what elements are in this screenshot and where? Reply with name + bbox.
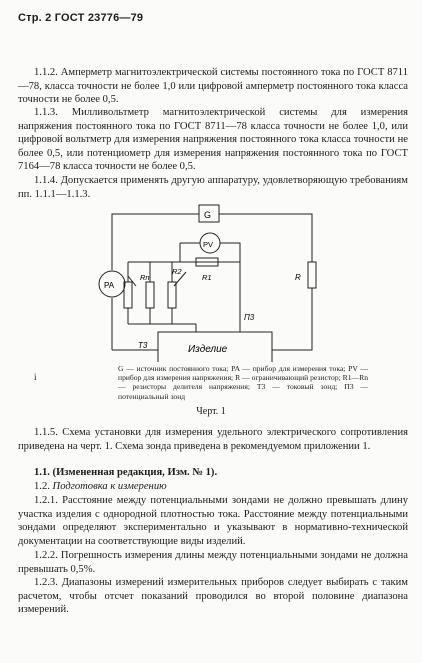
circuit-diagram bbox=[0, 202, 422, 362]
paragraph-1-1-4: 1.1.4. Допускается применять другую аппаратуру, удовлетворяющую требованиям пп. 1.1.1—1.1.3. bbox=[18, 175, 408, 200]
section-1-2-heading bbox=[18, 480, 408, 494]
paragraph-1-1-amendment: 1.1. (Измененная редакция, Изм. № 1). bbox=[34, 467, 218, 478]
section-1-2-title: Подготовка к измерению bbox=[52, 481, 167, 492]
paragraph-1-1-3: 1.1.3. Милливольтметр магнитоэлектрической системы для измерения напряжения постоянного тока по ГОСТ 8711—78 класса точности не более 1,0, или цифровой вольтметр для измерения напряжения постоянного тока класса точности не более 0,5, или потенциометр для измерения напряжения постоянного тока по ГОСТ 7164—78 класса точности не более 0,5. bbox=[18, 107, 408, 173]
label-pa: PA bbox=[104, 281, 115, 290]
paragraph-1-2-1: 1.2.1. Расстояние между потенциальными зондами не должно превышать длину участка изделия с однородной плотностью тока. Расстояние между потенциальными зондами определяют экспериментально и указывают в нормативно-технической документации на соответствующие виды изделий. bbox=[18, 495, 408, 547]
label-r: R bbox=[295, 273, 301, 282]
paragraph-1-2-3: 1.2.3. Диапазоны измерений измерительных приборов следует выбирать с таким расчетом, чтобы отсчет показаний проводился во второй половине диапазона измерений. bbox=[18, 577, 408, 616]
label-g: G bbox=[204, 210, 212, 220]
label-p3: П3 bbox=[244, 313, 255, 322]
resistor-rn-2 bbox=[146, 282, 154, 308]
label-t3: Т3 bbox=[138, 341, 148, 350]
label-pv: PV bbox=[203, 240, 214, 249]
paragraph-1-1-2: 1.1.2. Амперметр магнитоэлектрической системы постоянного тока по ГОСТ 8711—78, класса точности не более 1,0 или цифровой амперметр постоянного тока класса точности не более 0,5. bbox=[18, 67, 408, 106]
margin-mark: і bbox=[34, 372, 37, 382]
page-header: Стр. 2 ГОСТ 23776—79 bbox=[18, 12, 144, 24]
label-item: Изделие bbox=[188, 344, 228, 355]
resistor-r2 bbox=[168, 282, 176, 308]
figure-caption: G — источник постоянного тока; PA — прибор для измерения тока; PV — прибор для измерения напряжения; R — ограничивающий резистор; R1—Rn — резисторы делителя напряжения; Т3 — токовый зонд; П3 — потенциальный зонд bbox=[118, 364, 368, 401]
label-rn: Rn bbox=[140, 273, 150, 282]
section-1-2-number: 1.2. bbox=[34, 481, 50, 492]
label-r1: R1 bbox=[202, 273, 212, 282]
resistor-r bbox=[308, 262, 316, 288]
label-r2: R2 bbox=[172, 267, 182, 276]
figure-label: Черт. 1 bbox=[196, 406, 226, 417]
paragraph-1-2-2: 1.2.2. Погрешность измерения длины между потенциальными зондами не должна превышать 0,5%. bbox=[18, 550, 408, 575]
paragraph-1-1-5: 1.1.5. Схема установки для измерения удельного электрического сопротивления приведена на черт. 1. Схема зонда приведена в рекомендуемом приложении 1. bbox=[18, 427, 408, 452]
